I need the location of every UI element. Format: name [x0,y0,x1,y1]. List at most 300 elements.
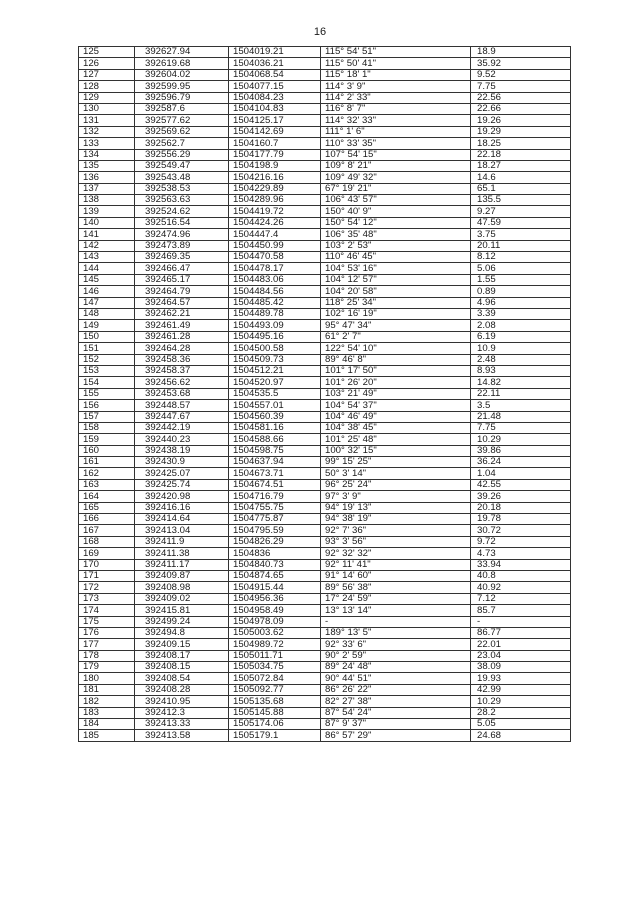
point-number-cell: 125 [79,47,135,58]
distance-cell: 7.12 [471,593,571,604]
table-row [79,525,571,536]
distance-cell: 18.27 [471,160,571,171]
x-coordinate-cell: 392458.36 [135,354,229,365]
y-coordinate-cell: 1504478.17 [229,263,321,274]
bearing-cell: 106° 43' 57" [321,195,471,206]
x-coordinate-cell: 392462.21 [135,308,229,319]
point-number-cell: 158 [79,422,135,433]
x-coordinate-cell: 392408.15 [135,662,229,673]
y-coordinate-cell: 1504840.73 [229,559,321,570]
bearing-cell: 114° 3' 9" [321,81,471,92]
bearing-cell: 50° 3' 14" [321,468,471,479]
point-number-cell: 181 [79,684,135,695]
distance-cell: 7.75 [471,81,571,92]
bearing-cell: 150° 54' 12" [321,217,471,228]
table-row [79,149,571,160]
table-row [79,627,571,638]
distance-cell: 6.19 [471,331,571,342]
bearing-cell: 89° 24' 48" [321,662,471,673]
point-number-cell: 139 [79,206,135,217]
point-number-cell: 184 [79,719,135,730]
table-row [79,707,571,718]
distance-cell: 30.72 [471,525,571,536]
y-coordinate-cell: 1504674.51 [229,479,321,490]
y-coordinate-cell: 1504198.9 [229,160,321,171]
point-number-cell: 140 [79,217,135,228]
distance-cell: 35.92 [471,58,571,69]
y-coordinate-cell: 1505011.71 [229,650,321,661]
x-coordinate-cell: 392466.47 [135,263,229,274]
table-row [79,206,571,217]
distance-cell: 2.08 [471,320,571,331]
distance-cell: 65.1 [471,183,571,194]
x-coordinate-cell: 392543.48 [135,172,229,183]
distance-cell: 3.75 [471,229,571,240]
y-coordinate-cell: 1504716.79 [229,491,321,502]
distance-cell: 10.29 [471,434,571,445]
point-number-cell: 182 [79,696,135,707]
bearing-cell: 17° 24' 59" [321,593,471,604]
table-row [79,47,571,58]
table-row [79,684,571,695]
bearing-cell: 82° 27' 38" [321,696,471,707]
y-coordinate-cell: 1505135.68 [229,696,321,707]
point-number-cell: 130 [79,103,135,114]
bearing-cell: 91° 14' 60" [321,570,471,581]
y-coordinate-cell: 1504216.16 [229,172,321,183]
distance-cell: 4.96 [471,297,571,308]
table-row [79,422,571,433]
distance-cell: 14.82 [471,377,571,388]
y-coordinate-cell: 1504520.97 [229,377,321,388]
distance-cell: 10.29 [471,696,571,707]
bearing-cell: 114° 2' 33" [321,92,471,103]
bearing-cell: 101° 26' 20" [321,377,471,388]
distance-cell: 40.8 [471,570,571,581]
bearing-cell: - [321,616,471,627]
distance-cell: 36.24 [471,457,571,468]
x-coordinate-cell: 392516.54 [135,217,229,228]
table-row [79,252,571,263]
table-row [79,331,571,342]
x-coordinate-cell: 392408.28 [135,684,229,695]
bearing-cell: 104° 46' 49" [321,411,471,422]
table-row [79,457,571,468]
x-coordinate-cell: 392420.98 [135,491,229,502]
bearing-cell: 101° 17' 50" [321,365,471,376]
y-coordinate-cell: 1504500.58 [229,343,321,354]
bearing-cell: 67° 19' 21" [321,183,471,194]
point-number-cell: 168 [79,536,135,547]
table-row [79,160,571,171]
distance-cell: 14.6 [471,172,571,183]
x-coordinate-cell: 392538.53 [135,183,229,194]
x-coordinate-cell: 392458.37 [135,365,229,376]
bearing-cell: 122° 54' 10" [321,343,471,354]
bearing-cell: 150° 40' 9" [321,206,471,217]
table-row [79,343,571,354]
point-number-cell: 176 [79,627,135,638]
x-coordinate-cell: 392425.07 [135,468,229,479]
x-coordinate-cell: 392604.02 [135,69,229,80]
y-coordinate-cell: 1504915.44 [229,582,321,593]
x-coordinate-cell: 392410.95 [135,696,229,707]
y-coordinate-cell: 1504289.96 [229,195,321,206]
table-row [79,434,571,445]
distance-cell: 19.26 [471,115,571,126]
table-row [79,217,571,228]
point-number-cell: 133 [79,138,135,149]
table-row [79,445,571,456]
point-number-cell: 127 [79,69,135,80]
point-number-cell: 162 [79,468,135,479]
y-coordinate-cell: 1504978.09 [229,616,321,627]
y-coordinate-cell: 1505092.77 [229,684,321,695]
y-coordinate-cell: 1504581.16 [229,422,321,433]
table-row [79,263,571,274]
distance-cell: 20.11 [471,240,571,251]
bearing-cell: 92° 33' 6" [321,639,471,650]
table-row [79,696,571,707]
bearing-cell: 103° 2' 53" [321,240,471,251]
table-row [79,673,571,684]
point-number-cell: 141 [79,229,135,240]
table-row [79,308,571,319]
bearing-cell: 118° 25' 34" [321,297,471,308]
point-number-cell: 131 [79,115,135,126]
x-coordinate-cell: 392415.81 [135,605,229,616]
bearing-cell: 104° 38' 45" [321,422,471,433]
bearing-cell: 104° 53' 16" [321,263,471,274]
point-number-cell: 169 [79,548,135,559]
y-coordinate-cell: 1505003.62 [229,627,321,638]
y-coordinate-cell: 1504989.72 [229,639,321,650]
x-coordinate-cell: 392413.58 [135,730,229,741]
point-number-cell: 161 [79,457,135,468]
bearing-cell: 106° 35' 48" [321,229,471,240]
y-coordinate-cell: 1504036.21 [229,58,321,69]
y-coordinate-cell: 1504125.17 [229,115,321,126]
table-row [79,92,571,103]
point-number-cell: 175 [79,616,135,627]
bearing-cell: 92° 7' 36" [321,525,471,536]
x-coordinate-cell: 392447.67 [135,411,229,422]
distance-cell: 42.55 [471,479,571,490]
distance-cell: 22.56 [471,92,571,103]
bearing-cell: 115° 54' 51" [321,47,471,58]
distance-cell: 33.94 [471,559,571,570]
point-number-cell: 136 [79,172,135,183]
table-row [79,320,571,331]
x-coordinate-cell: 392425.74 [135,479,229,490]
table-row [79,354,571,365]
table-row [79,229,571,240]
table-row [79,172,571,183]
x-coordinate-cell: 392409.87 [135,570,229,581]
table-row [79,400,571,411]
point-number-cell: 165 [79,502,135,513]
table-row [79,115,571,126]
table-row [79,103,571,114]
y-coordinate-cell: 1504489.78 [229,308,321,319]
table-row [79,559,571,570]
bearing-cell: 86° 57' 29" [321,730,471,741]
y-coordinate-cell: 1504447.4 [229,229,321,240]
distance-cell: 3.39 [471,308,571,319]
y-coordinate-cell: 1504229.89 [229,183,321,194]
x-coordinate-cell: 392408.17 [135,650,229,661]
x-coordinate-cell: 392599.95 [135,81,229,92]
table-row [79,58,571,69]
page-number: 16 [313,26,327,38]
bearing-cell: 114° 32' 33" [321,115,471,126]
y-coordinate-cell: 1504484.56 [229,286,321,297]
y-coordinate-cell: 1504560.39 [229,411,321,422]
table-row [79,502,571,513]
distance-cell: 5.05 [471,719,571,730]
x-coordinate-cell: 392430.9 [135,457,229,468]
coordinates-table [78,46,571,742]
x-coordinate-cell: 392524.62 [135,206,229,217]
bearing-cell: 109° 49' 32" [321,172,471,183]
distance-cell: 22.66 [471,103,571,114]
distance-cell: 42.99 [471,684,571,695]
x-coordinate-cell: 392577.62 [135,115,229,126]
y-coordinate-cell: 1505174.06 [229,719,321,730]
distance-cell: 9.52 [471,69,571,80]
x-coordinate-cell: 392411.9 [135,536,229,547]
x-coordinate-cell: 392408.54 [135,673,229,684]
y-coordinate-cell: 1504836 [229,548,321,559]
point-number-cell: 145 [79,274,135,285]
x-coordinate-cell: 392456.62 [135,377,229,388]
distance-cell: 22.18 [471,149,571,160]
x-coordinate-cell: 392442.19 [135,422,229,433]
x-coordinate-cell: 392556.29 [135,149,229,160]
distance-cell: 20.18 [471,502,571,513]
x-coordinate-cell: 392469.35 [135,252,229,263]
distance-cell: 22.01 [471,639,571,650]
x-coordinate-cell: 392409.15 [135,639,229,650]
x-coordinate-cell: 392412.3 [135,707,229,718]
y-coordinate-cell: 1504509.73 [229,354,321,365]
bearing-cell: 87° 9' 37" [321,719,471,730]
x-coordinate-cell: 392416.16 [135,502,229,513]
table-row [79,616,571,627]
table-row [79,650,571,661]
x-coordinate-cell: 392453.68 [135,388,229,399]
distance-cell: 38.09 [471,662,571,673]
point-number-cell: 154 [79,377,135,388]
table-row [79,582,571,593]
point-number-cell: 157 [79,411,135,422]
x-coordinate-cell: 392549.47 [135,160,229,171]
x-coordinate-cell: 392563.63 [135,195,229,206]
table-row [79,126,571,137]
distance-cell: 9.72 [471,536,571,547]
distance-cell: 135.5 [471,195,571,206]
table-row [79,491,571,502]
table-row [79,138,571,149]
y-coordinate-cell: 1505034.75 [229,662,321,673]
point-number-cell: 134 [79,149,135,160]
y-coordinate-cell: 1505072.84 [229,673,321,684]
y-coordinate-cell: 1504483.06 [229,274,321,285]
x-coordinate-cell: 392464.79 [135,286,229,297]
table-row [79,411,571,422]
point-number-cell: 126 [79,58,135,69]
distance-cell: 39.86 [471,445,571,456]
coordinates-table-body [79,47,571,742]
distance-cell: 5.06 [471,263,571,274]
distance-cell: 19.78 [471,514,571,525]
y-coordinate-cell: 1505145.88 [229,707,321,718]
x-coordinate-cell: 392499.24 [135,616,229,627]
bearing-cell: 90° 44' 51" [321,673,471,684]
y-coordinate-cell: 1504419.72 [229,206,321,217]
y-coordinate-cell: 1505179.1 [229,730,321,741]
y-coordinate-cell: 1504068.54 [229,69,321,80]
distance-cell: 8.93 [471,365,571,376]
x-coordinate-cell: 392569.62 [135,126,229,137]
bearing-cell: 99° 15' 25" [321,457,471,468]
point-number-cell: 174 [79,605,135,616]
table-row [79,286,571,297]
table-row [79,468,571,479]
point-number-cell: 163 [79,479,135,490]
distance-cell: 28.2 [471,707,571,718]
distance-cell: 23.04 [471,650,571,661]
bearing-cell: 107° 54' 15" [321,149,471,160]
x-coordinate-cell: 392587.6 [135,103,229,114]
point-number-cell: 142 [79,240,135,251]
table-row [79,388,571,399]
table-row [79,719,571,730]
table-row [79,536,571,547]
bearing-cell: 94° 19' 13" [321,502,471,513]
y-coordinate-cell: 1504104.83 [229,103,321,114]
point-number-cell: 147 [79,297,135,308]
x-coordinate-cell: 392461.49 [135,320,229,331]
point-number-cell: 166 [79,514,135,525]
point-number-cell: 180 [79,673,135,684]
y-coordinate-cell: 1504598.75 [229,445,321,456]
x-coordinate-cell: 392464.57 [135,297,229,308]
y-coordinate-cell: 1504019.21 [229,47,321,58]
x-coordinate-cell: 392619.68 [135,58,229,69]
y-coordinate-cell: 1504755.75 [229,502,321,513]
y-coordinate-cell: 1504826.29 [229,536,321,547]
bearing-cell: 13° 13' 14" [321,605,471,616]
x-coordinate-cell: 392413.33 [135,719,229,730]
distance-cell: - [471,616,571,627]
y-coordinate-cell: 1504142.69 [229,126,321,137]
point-number-cell: 167 [79,525,135,536]
x-coordinate-cell: 392596.79 [135,92,229,103]
distance-cell: 21.48 [471,411,571,422]
y-coordinate-cell: 1504424.26 [229,217,321,228]
distance-cell: 8.12 [471,252,571,263]
distance-cell: 18.25 [471,138,571,149]
point-number-cell: 144 [79,263,135,274]
table-row [79,69,571,80]
x-coordinate-cell: 392474.96 [135,229,229,240]
point-number-cell: 146 [79,286,135,297]
y-coordinate-cell: 1504470.58 [229,252,321,263]
point-number-cell: 178 [79,650,135,661]
bearing-cell: 103° 21' 49" [321,388,471,399]
y-coordinate-cell: 1504637.94 [229,457,321,468]
table-row [79,570,571,581]
y-coordinate-cell: 1504512.21 [229,365,321,376]
bearing-cell: 110° 46' 45" [321,252,471,263]
bearing-cell: 89° 46' 8" [321,354,471,365]
point-number-cell: 143 [79,252,135,263]
distance-cell: 1.04 [471,468,571,479]
y-coordinate-cell: 1504495.16 [229,331,321,342]
y-coordinate-cell: 1504958.49 [229,605,321,616]
point-number-cell: 152 [79,354,135,365]
point-number-cell: 160 [79,445,135,456]
point-number-cell: 185 [79,730,135,741]
x-coordinate-cell: 392413.04 [135,525,229,536]
table-row [79,514,571,525]
distance-cell: 19.93 [471,673,571,684]
y-coordinate-cell: 1504775.87 [229,514,321,525]
bearing-cell: 109° 8' 21" [321,160,471,171]
x-coordinate-cell: 392448.57 [135,400,229,411]
point-number-cell: 137 [79,183,135,194]
x-coordinate-cell: 392440.23 [135,434,229,445]
x-coordinate-cell: 392464.28 [135,343,229,354]
table-row [79,479,571,490]
point-number-cell: 173 [79,593,135,604]
distance-cell: 4.73 [471,548,571,559]
distance-cell: 40.92 [471,582,571,593]
point-number-cell: 153 [79,365,135,376]
x-coordinate-cell: 392411.17 [135,559,229,570]
point-number-cell: 151 [79,343,135,354]
distance-cell: 0.89 [471,286,571,297]
bearing-cell: 92° 11' 41" [321,559,471,570]
distance-cell: 9.27 [471,206,571,217]
table-row [79,240,571,251]
bearing-cell: 110° 33' 35" [321,138,471,149]
y-coordinate-cell: 1504084.23 [229,92,321,103]
point-number-cell: 148 [79,308,135,319]
distance-cell: 24.68 [471,730,571,741]
y-coordinate-cell: 1504588.66 [229,434,321,445]
x-coordinate-cell: 392409.02 [135,593,229,604]
bearing-cell: 101° 25' 48" [321,434,471,445]
bearing-cell: 93° 3' 56" [321,536,471,547]
bearing-cell: 94° 38' 19" [321,514,471,525]
distance-cell: 18.9 [471,47,571,58]
distance-cell: 1.55 [471,274,571,285]
distance-cell: 19.29 [471,126,571,137]
y-coordinate-cell: 1504673.71 [229,468,321,479]
point-number-cell: 135 [79,160,135,171]
y-coordinate-cell: 1504485.42 [229,297,321,308]
point-number-cell: 172 [79,582,135,593]
x-coordinate-cell: 392414.64 [135,514,229,525]
bearing-cell: 87° 54' 24" [321,707,471,718]
y-coordinate-cell: 1504493.09 [229,320,321,331]
x-coordinate-cell: 392411.38 [135,548,229,559]
y-coordinate-cell: 1504160.7 [229,138,321,149]
y-coordinate-cell: 1504874.65 [229,570,321,581]
table-row [79,195,571,206]
